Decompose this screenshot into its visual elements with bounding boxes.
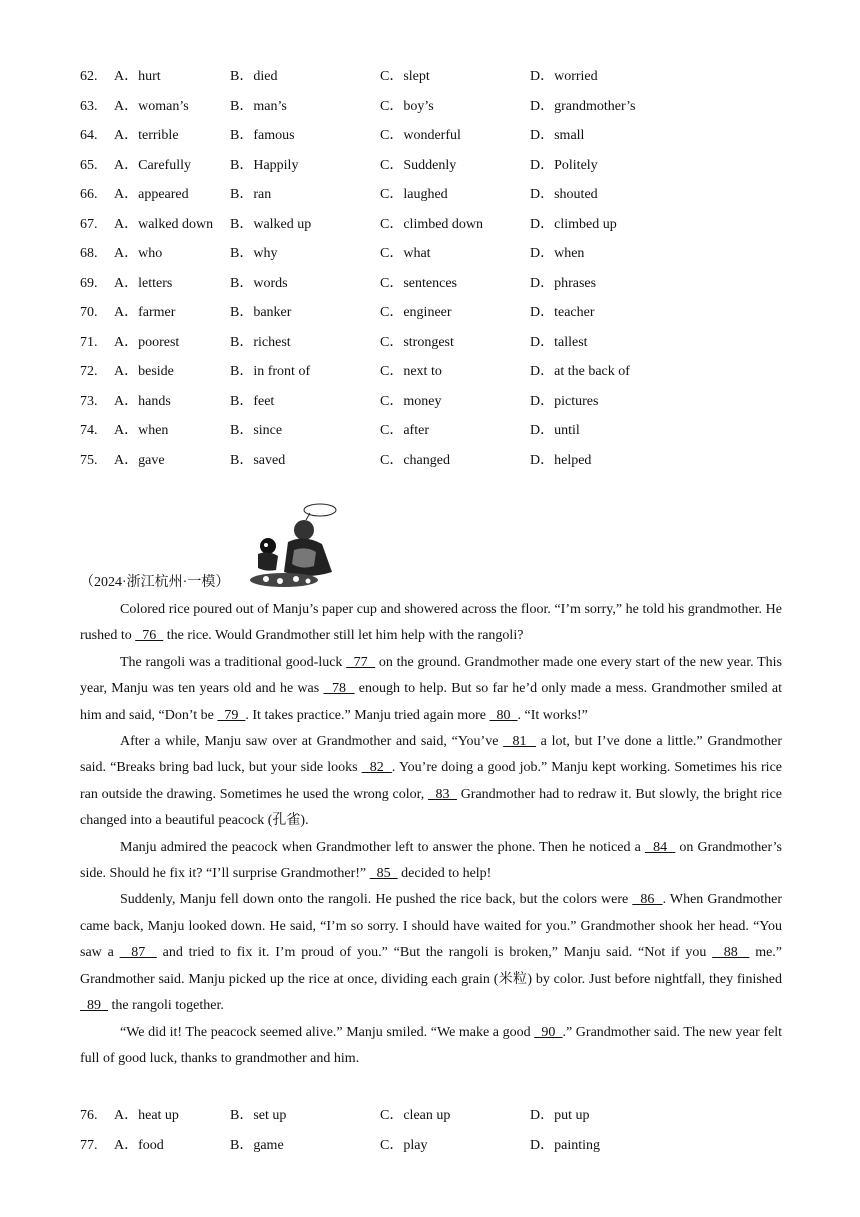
option-c: C．boy’s (380, 98, 434, 114)
option-a: A．farmer (114, 305, 176, 320)
question-row (80, 62, 780, 92)
option-c: C．clean up (380, 1108, 451, 1123)
option-d: D．helped (530, 452, 592, 468)
question-row (80, 328, 780, 358)
question-number: 74. (80, 423, 98, 438)
option-d: D．pictures (530, 393, 599, 409)
option-c: C．next to (380, 364, 442, 379)
blank-85: 85 (369, 866, 398, 882)
blank-89: 89 (80, 998, 108, 1014)
option-a: A．who (114, 246, 163, 261)
option-b: B．saved (230, 452, 286, 468)
question-number: 69. (80, 275, 98, 291)
question-row (80, 357, 780, 387)
question-number: 76. (80, 1108, 98, 1123)
question-row (80, 210, 780, 240)
question-row (80, 269, 780, 299)
option-c: C．sentences (380, 275, 457, 291)
option-b: B．words (230, 275, 288, 291)
option-d: D．tallest (530, 334, 588, 350)
option-c: C．money (380, 393, 442, 409)
option-a: A．gave (114, 452, 165, 468)
blank-84: 84 (644, 839, 676, 855)
option-a: A．food (114, 1137, 164, 1153)
option-c: C．changed (380, 452, 450, 468)
paragraph-3: After a while, Manju saw over at Grandmother and said, “You’ve 81 a lot, but I’ve done a little.” Grandmother said. “Breaks bring bad luck, but your side looks 82 . You’re doing a good job.” Manju kept working. Sometimes his rice ran outside the drawing. Sometimes he used the wrong color, 83 Grandmother had to redraw it. But slowly, the bright rice changed into a beautiful peacock (孔雀). (80, 734, 782, 829)
option-b: B．set up (230, 1108, 287, 1123)
option-b: B．died (230, 69, 278, 84)
option-a: A．letters (114, 275, 173, 291)
option-b: B．famous (230, 128, 295, 143)
option-d: D．shouted (530, 187, 598, 202)
option-b: B．richest (230, 334, 291, 350)
option-a: A．Carefully (114, 157, 191, 173)
option-d: D．at the back of (530, 364, 630, 379)
blank-88: 88 (712, 945, 750, 961)
option-d: D．when (530, 246, 585, 261)
question-row (80, 1101, 780, 1131)
option-a: A．appeared (114, 187, 189, 202)
option-c: C．after (380, 423, 429, 438)
paragraph-2: The rangoli was a traditional good-luck 77 on the ground. Grandmother made one every start of the new year. This year, Manju was ten years old and he was 78 enough to help. But so far he’d only made a mess. Grandmother smiled at him and said, “Don’t be 79 . It takes practice.” Manju tried again more 80 . “It works!” (80, 654, 783, 723)
option-c: C．what (380, 246, 431, 261)
paragraph-1: Colored rice poured out of Manju’s paper cup and showered across the floor. “I’m sorry,” he told his grandmother. He rushed to 76 the rice. Would Grandmother still let him help with the rangoli? (80, 602, 782, 644)
option-b: B．feet (230, 393, 275, 409)
option-a: A．terrible (114, 128, 179, 143)
option-d: D．teacher (530, 305, 595, 320)
blank-90: 90 (534, 1024, 563, 1040)
source-label: （2024·浙江杭州·一模） (80, 575, 230, 590)
question-number: 77. (80, 1137, 98, 1153)
option-a: A．woman’s (114, 98, 189, 114)
option-b: B．Happily (230, 157, 299, 173)
option-a: A．heat up (114, 1108, 179, 1123)
option-b: B．ran (230, 187, 272, 202)
option-c: C．engineer (380, 305, 452, 320)
option-d: D．put up (530, 1108, 590, 1123)
question-number: 68. (80, 246, 98, 261)
illustration-grandmother-and-boy (244, 500, 340, 590)
options-list-62-75 (80, 62, 780, 475)
option-b: B．in front of (230, 364, 311, 379)
question-row (80, 387, 780, 417)
option-c: C．strongest (380, 334, 454, 350)
option-b: B．man’s (230, 98, 287, 114)
question-number: 70. (80, 305, 98, 320)
option-c: C．wonderful (380, 128, 461, 143)
blank-76: 76 (135, 628, 164, 644)
question-number: 66. (80, 187, 98, 202)
blank-83: 83 (427, 786, 457, 802)
question-row (80, 180, 780, 210)
option-c: C．slept (380, 69, 430, 84)
option-d: D．painting (530, 1137, 600, 1153)
question-number: 71. (80, 334, 98, 350)
option-d: D．grandmother’s (530, 98, 636, 114)
paragraph-4: Manju admired the peacock when Grandmother left to answer the phone. Then he noticed a 84 on Grandmother’s side. Should he fix it? “I’ll surprise Grandmother!” 85 decided to help! (80, 839, 783, 882)
option-a: A．when (114, 423, 169, 438)
option-c: C．laughed (380, 187, 448, 202)
options-list-76-77 (80, 1101, 780, 1160)
option-c: C．Suddenly (380, 157, 457, 173)
blank-82: 82 (361, 760, 392, 776)
option-c: C．climbed down (380, 216, 484, 232)
option-b: B．banker (230, 305, 292, 320)
option-c: C．play (380, 1137, 428, 1153)
question-row (80, 416, 780, 446)
question-number: 75. (80, 452, 98, 468)
blank-79: 79 (217, 707, 246, 723)
question-row (80, 446, 780, 476)
question-number: 72. (80, 364, 98, 379)
option-a: A．hurt (114, 69, 161, 84)
cloze-passage (80, 597, 782, 1072)
question-row (80, 1131, 780, 1161)
option-d: D．Politely (530, 157, 598, 173)
option-a: A．poorest (114, 334, 180, 350)
question-row (80, 92, 780, 122)
option-d: D．phrases (530, 275, 597, 291)
question-row (80, 239, 780, 269)
option-b: B．why (230, 246, 278, 261)
question-number: 67. (80, 216, 98, 232)
blank-77: 77 (346, 654, 376, 670)
option-d: D．worried (530, 69, 598, 84)
question-number: 63. (80, 98, 98, 114)
option-b: B．walked up (230, 216, 312, 232)
question-row (80, 298, 780, 328)
question-row (80, 121, 780, 151)
question-row (80, 151, 780, 181)
paragraph-6: “We did it! The peacock seemed alive.” Manju smiled. “We make a good 90 .” Grandmother said. The new year felt full of good luck, thanks to grandmother and him. (80, 1024, 782, 1066)
question-number: 62. (80, 69, 98, 84)
blank-78: 78 (323, 681, 355, 697)
paragraph-5: Suddenly, Manju fell down onto the rangoli. He pushed the rice back, but the colors were 86 . When Grandmother came back, Manju looked down. He said, “I’m so sorry. I should have waited for you.” Grandmother shook her head. “You saw a 87 and tried to fix it. I’m proud of you.” “But the rangoli is broken,” Manju said. “Not if you 88 me.” Grandmother said. Manju picked up the rice at once, dividing each grain (米粒) by color. Just before nightfall, they finished 89 the rangoli together. (80, 892, 783, 1014)
option-a: A．walked down (114, 216, 214, 232)
option-a: A．hands (114, 393, 171, 409)
option-d: D．climbed up (530, 216, 617, 232)
blank-87: 87 (119, 945, 157, 961)
question-number: 73. (80, 393, 98, 409)
option-d: D．small (530, 128, 585, 143)
question-number: 65. (80, 157, 98, 173)
blank-80: 80 (489, 707, 518, 723)
blank-81: 81 (503, 734, 536, 750)
option-a: A．beside (114, 364, 174, 379)
blank-86: 86 (632, 892, 663, 908)
option-b: B．game (230, 1137, 284, 1153)
question-number: 64. (80, 128, 98, 143)
option-d: D．until (530, 423, 580, 438)
option-b: B．since (230, 423, 283, 438)
